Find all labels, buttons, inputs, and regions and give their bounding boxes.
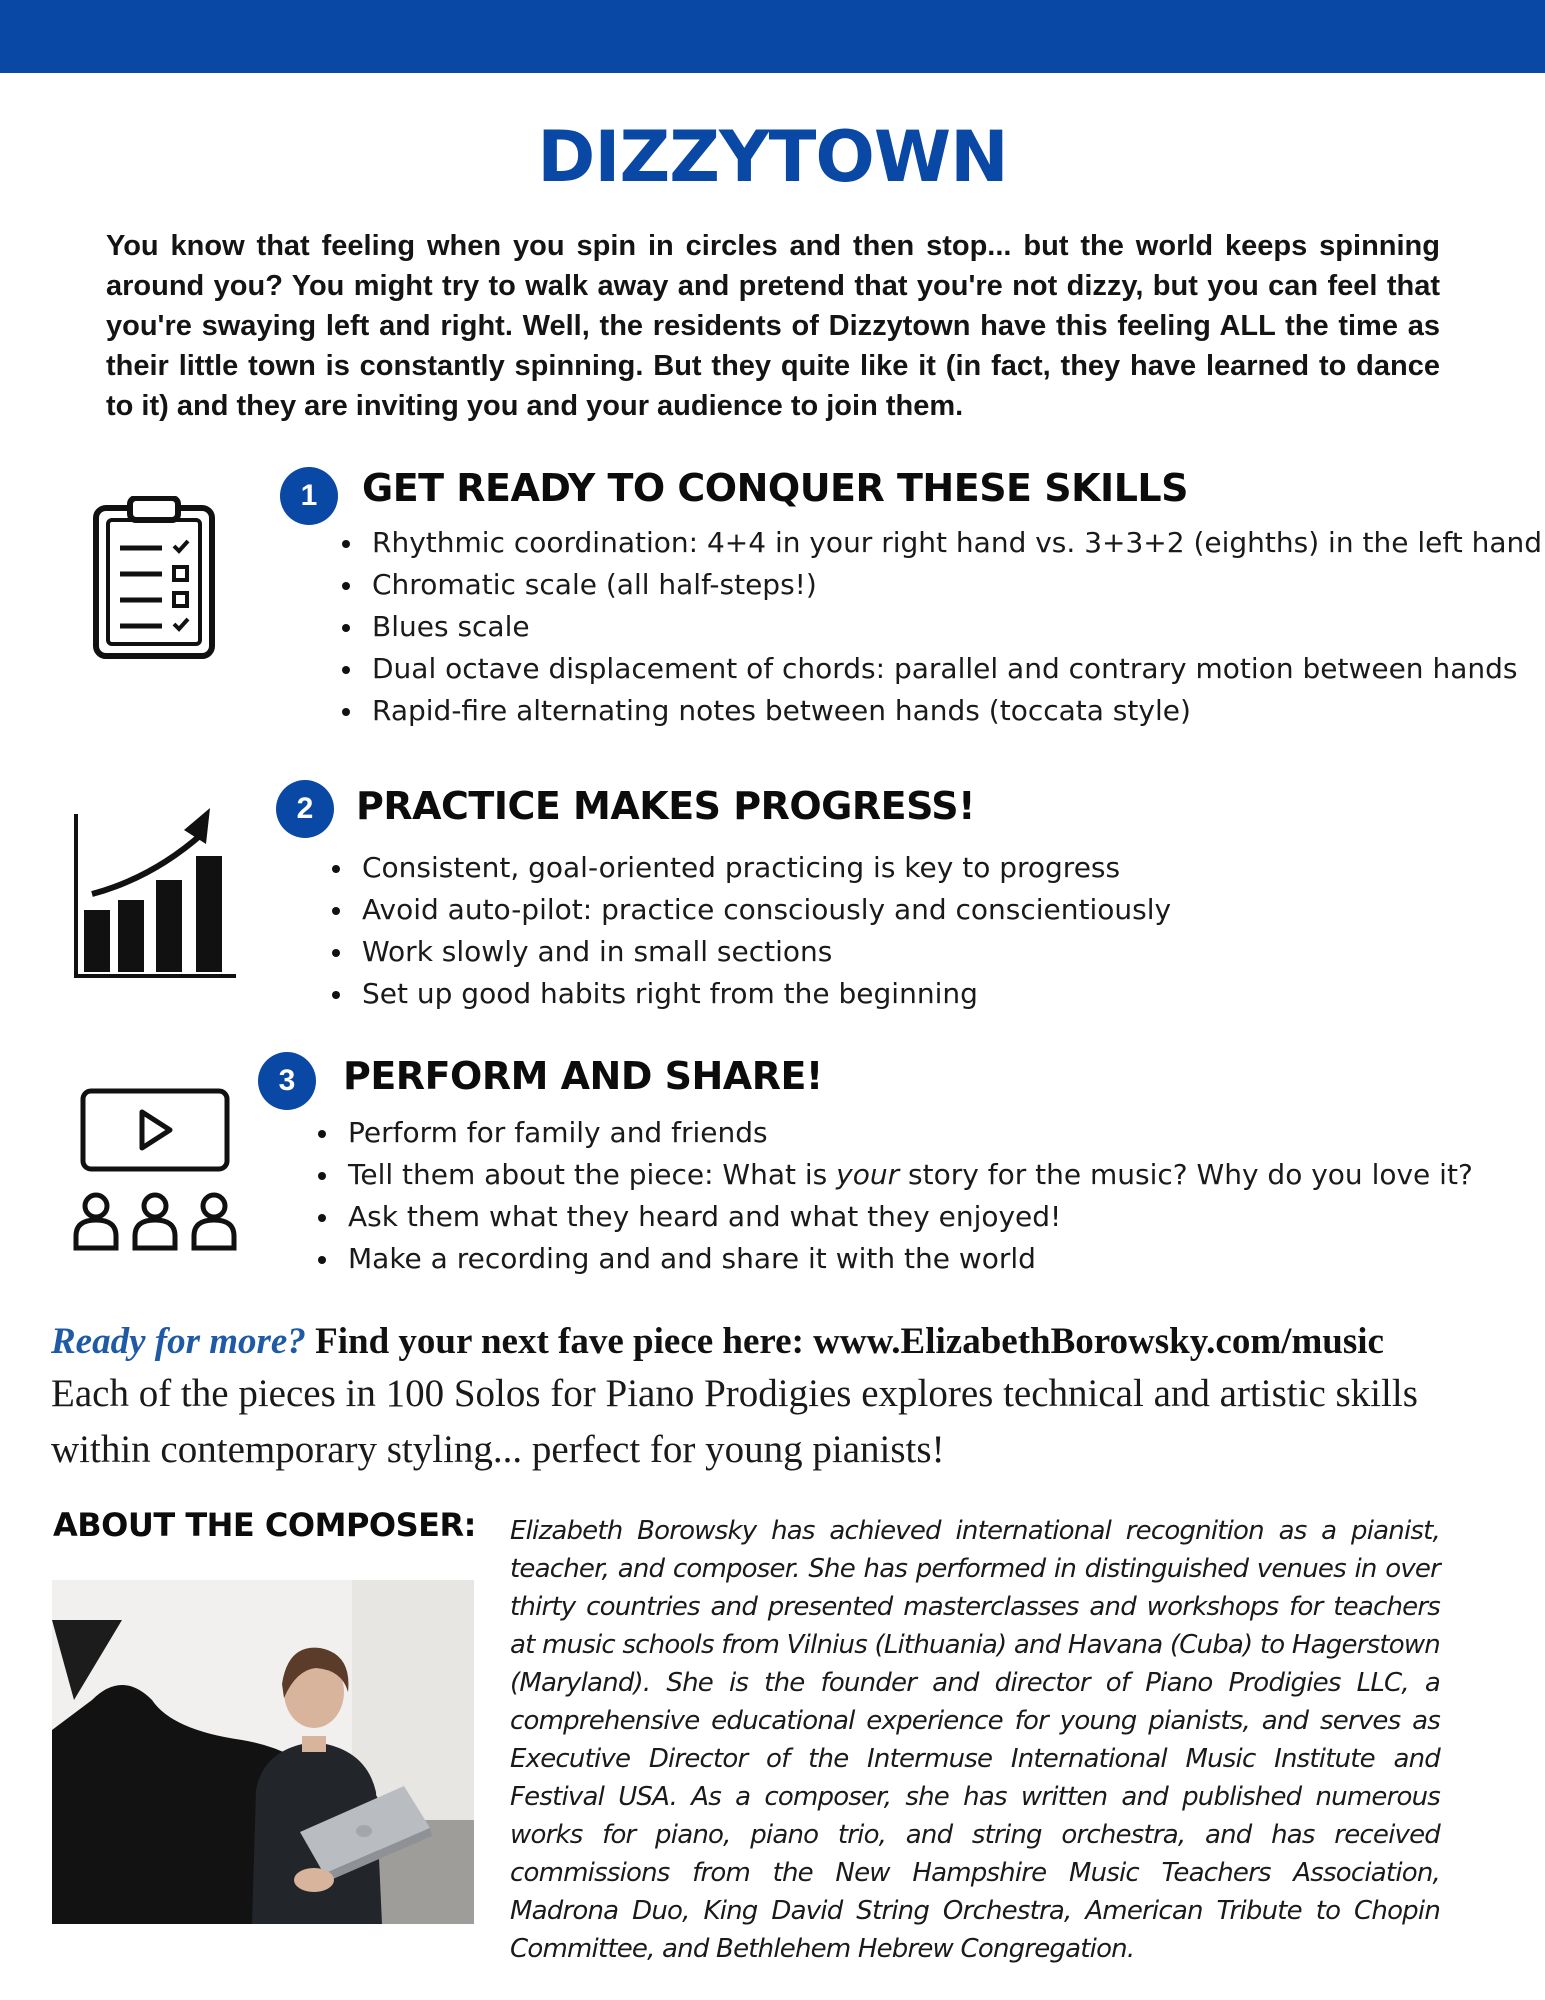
play-video-icon xyxy=(80,1088,230,1172)
list-item: Blues scale xyxy=(336,606,1542,648)
section-number-badge: 1 xyxy=(280,467,338,525)
video-audience-icon xyxy=(72,1088,238,1252)
series-description: Each of the pieces in 100 Solos for Piano Prodigies explores technical and artistic skills within contemporary styling... perfect for young pianists! xyxy=(51,1372,1418,1471)
list-item: Set up good habits right from the beginning xyxy=(326,973,1171,1015)
list-item: Consistent, goal-oriented practicing is key to progress xyxy=(326,847,1171,889)
section-heading-practice: PRACTICE MAKES PROGRESS! xyxy=(356,784,975,828)
list-item-text: Tell them about the piece: What is xyxy=(348,1158,837,1191)
list-item: Rhythmic coordination: 4+4 in your right hand vs. 3+3+2 (eighths) in the left hand xyxy=(336,522,1542,564)
section-number-badge: 2 xyxy=(276,780,334,838)
composer-photo xyxy=(52,1580,474,1924)
about-composer-heading: ABOUT THE COMPOSER: xyxy=(53,1506,476,1544)
list-item: Avoid auto-pilot: practice consciously and conscientiously xyxy=(326,889,1171,931)
skills-list xyxy=(336,522,1542,732)
list-item: Chromatic scale (all half-steps!) xyxy=(336,564,1542,606)
section-number-badge: 3 xyxy=(258,1052,316,1110)
page-title: DIZZYTOWN xyxy=(537,116,1008,198)
composer-bio: Elizabeth Borowsky has achieved international recognition as a pianist, teacher, and composer. She has performed in distinguished venues in over thirty countries and presented masterclasses and workshops for teachers at music schools from Vilnius (Lithuania) and Havana (Cuba) to Hagerstown (Maryland). She is the founder and director of Piano Prodigies LLC, a comprehensive educational experience for young pianists, and serves as Executive Director of the Intermuse International Music Institute and Festival USA. As a composer, she has written and published numerous works for piano, piano trio, and string orchestra, and has received commissions from the New Hampshire Music Teachers Association, Madrona Duo, King David String Orchestra, American Tribute to Chopin Committee, and Bethlehem Hebrew Congregation. xyxy=(510,1516,1440,1964)
list-item: Dual octave displacement of chords: parallel and contrary motion between hands xyxy=(336,648,1542,690)
list-item: Ask them what they heard and what they enjoyed! xyxy=(312,1196,1473,1238)
section-heading-skills: GET READY TO CONQUER THESE SKILLS xyxy=(362,466,1188,510)
perform-list xyxy=(312,1112,1473,1280)
top-banner xyxy=(0,0,1545,73)
list-item xyxy=(312,1154,1473,1196)
practice-list xyxy=(326,847,1171,1015)
ready-for-more-line xyxy=(51,1318,1511,1366)
list-item: Rapid-fire alternating notes between hands (toccata style) xyxy=(336,690,1542,732)
intro-paragraph: You know that feeling when you spin in circles and then stop... but the world keeps spinning around you? You might try to walk away and pretend that you're not dizzy, but you can feel that you're swaying left and right. Well, the residents of Dizzytown have this feeling ALL the time as their little town is constantly spinning. But they quite like it (in fact, they have learned to dance to it) and they are inviting you and your audience to join them. xyxy=(106,230,1440,422)
growth-chart-icon xyxy=(72,808,238,980)
emphasized-word: your xyxy=(836,1158,900,1191)
list-item: Make a recording and and share it with the world xyxy=(312,1238,1473,1280)
section-heading-perform: PERFORM AND SHARE! xyxy=(343,1054,823,1098)
clipboard-checklist-icon xyxy=(92,496,216,660)
audience-people-icon xyxy=(72,1192,238,1252)
list-item: Perform for family and friends xyxy=(312,1112,1473,1154)
list-item: Work slowly and in small sections xyxy=(326,931,1171,973)
list-item-text: story for the music? Why do you love it? xyxy=(899,1158,1473,1191)
ready-for-more-lead: Ready for more? xyxy=(51,1321,306,1362)
website-link[interactable]: Find your next fave piece here: www.ElizabethBorowsky.com/music xyxy=(305,1321,1384,1362)
